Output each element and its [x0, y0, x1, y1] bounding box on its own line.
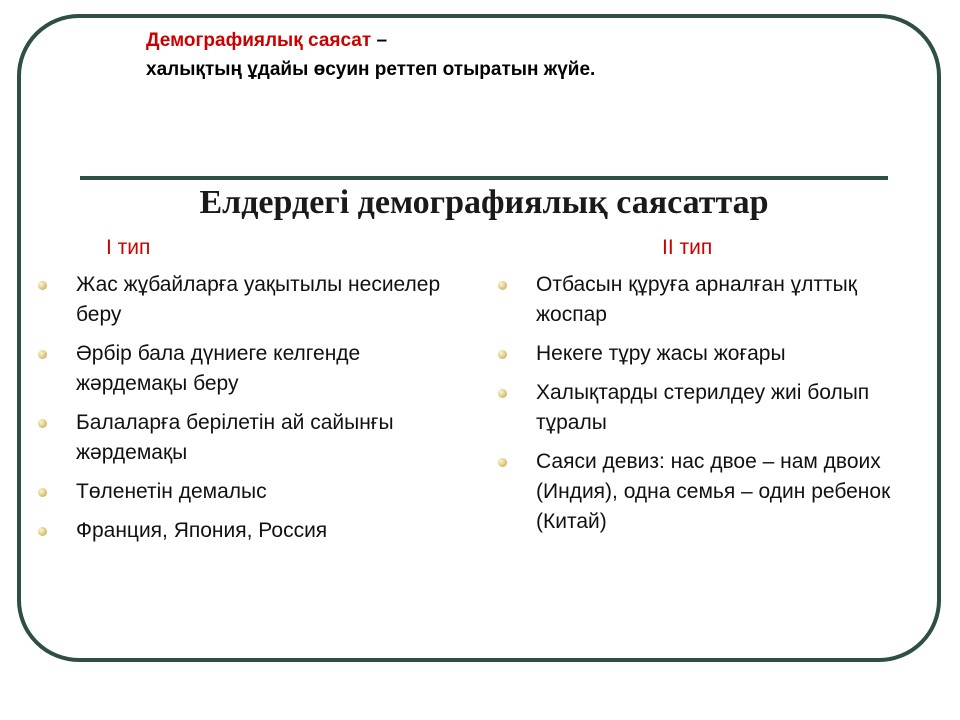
definition-text: халықтың ұдайы өсуин реттеп отыратын жүйе.	[146, 59, 596, 80]
list-item	[38, 516, 448, 546]
list-item-text: Отбасын құруға арналған ұлттық жоспар	[536, 273, 857, 326]
list-item	[498, 447, 908, 537]
type-2-bullet-list	[498, 270, 908, 546]
list-item-text: Жас жұбайларға уақытылы несиелер беру	[76, 273, 441, 326]
list-item	[38, 408, 448, 468]
slide-title: Елдердегі демографиялық саясаттар	[199, 184, 769, 221]
list-item-text: Халықтарды стерилдеу жиі болып тұралы	[536, 381, 870, 434]
title-rule	[80, 176, 888, 180]
bullet-icon	[38, 281, 47, 290]
list-item-text: Франция, Япония, Россия	[76, 519, 328, 542]
list-item	[38, 270, 448, 330]
list-item-text: Төленетін демалыс	[76, 480, 267, 503]
list-item-text: Әрбір бала дүниеге келгенде жәрдемақы беру	[76, 342, 361, 395]
type-1-bullet-list	[38, 270, 448, 555]
bullet-icon	[38, 488, 47, 497]
list-item	[38, 477, 448, 507]
list-item	[38, 339, 448, 399]
bullet-icon	[38, 527, 47, 536]
definition-block	[146, 26, 595, 84]
column-heading-type-1: I тип	[106, 236, 151, 259]
bullet-icon	[498, 350, 507, 359]
list-item-text: Балаларға берілетін ай сайынғы жәрдемақы	[76, 411, 394, 464]
column-heading-type-2: II тип	[662, 236, 713, 259]
list-item	[498, 378, 908, 438]
list-item-text: Некеге тұру жасы жоғары	[536, 342, 786, 365]
definition-term: Демографиялық саясат	[146, 30, 372, 51]
bullet-icon	[38, 419, 47, 428]
definition-dash: –	[371, 30, 388, 51]
bullet-icon	[38, 350, 47, 359]
definition-term-line	[146, 26, 595, 55]
bullet-icon	[498, 281, 507, 290]
list-item	[498, 339, 908, 369]
list-item-text: Саяси девиз: нас двое – нам двоих (Индия), одна семья – один ребенок (Китай)	[536, 450, 891, 533]
list-item	[498, 270, 908, 330]
bullet-icon	[498, 389, 507, 398]
bullet-icon	[498, 458, 507, 467]
